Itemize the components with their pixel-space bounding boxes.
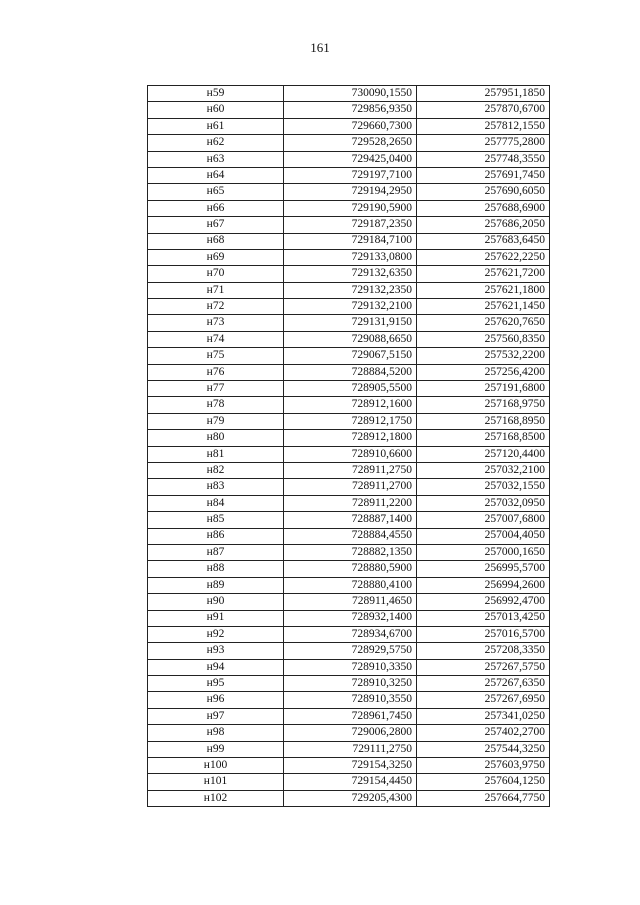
x-coordinate-cell: 728911,2200 xyxy=(284,495,417,511)
y-coordinate-cell: 257191,6800 xyxy=(417,381,550,397)
point-id-cell: н60 xyxy=(148,102,284,118)
table-row xyxy=(148,364,550,380)
table-row xyxy=(148,299,550,315)
table-row xyxy=(148,528,550,544)
table-row xyxy=(148,167,550,183)
x-coordinate-cell: 728910,3250 xyxy=(284,676,417,692)
x-coordinate-cell: 729425,0400 xyxy=(284,151,417,167)
point-id-cell: н96 xyxy=(148,692,284,708)
y-coordinate-cell: 257032,0950 xyxy=(417,495,550,511)
point-id-cell: н84 xyxy=(148,495,284,511)
table-row xyxy=(148,758,550,774)
table-row xyxy=(148,692,550,708)
y-coordinate-cell: 257621,1450 xyxy=(417,299,550,315)
point-id-cell: н87 xyxy=(148,544,284,560)
table-row xyxy=(148,594,550,610)
x-coordinate-cell: 729154,4450 xyxy=(284,774,417,790)
table-row xyxy=(148,413,550,429)
y-coordinate-cell: 257620,7650 xyxy=(417,315,550,331)
y-coordinate-cell: 257532,2200 xyxy=(417,348,550,364)
point-id-cell: н66 xyxy=(148,200,284,216)
x-coordinate-cell: 728887,1400 xyxy=(284,512,417,528)
y-coordinate-cell: 257341,0250 xyxy=(417,708,550,724)
x-coordinate-cell: 729132,2350 xyxy=(284,282,417,298)
y-coordinate-cell: 257256,4200 xyxy=(417,364,550,380)
point-id-cell: н80 xyxy=(148,430,284,446)
x-coordinate-cell: 729132,6350 xyxy=(284,266,417,282)
table-row xyxy=(148,217,550,233)
point-id-cell: н85 xyxy=(148,512,284,528)
point-id-cell: н71 xyxy=(148,282,284,298)
point-id-cell: н59 xyxy=(148,86,284,102)
table-row xyxy=(148,479,550,495)
point-id-cell: н69 xyxy=(148,249,284,265)
point-id-cell: н76 xyxy=(148,364,284,380)
x-coordinate-cell: 728912,1750 xyxy=(284,413,417,429)
y-coordinate-cell: 256994,2600 xyxy=(417,577,550,593)
x-coordinate-cell: 728929,5750 xyxy=(284,643,417,659)
table-row xyxy=(148,774,550,790)
point-id-cell: н90 xyxy=(148,594,284,610)
y-coordinate-cell: 257267,6350 xyxy=(417,676,550,692)
point-id-cell: н65 xyxy=(148,184,284,200)
x-coordinate-cell: 729660,7300 xyxy=(284,118,417,134)
x-coordinate-cell: 728910,6600 xyxy=(284,446,417,462)
x-coordinate-cell: 729197,7100 xyxy=(284,167,417,183)
table-row xyxy=(148,86,550,102)
x-coordinate-cell: 728912,1800 xyxy=(284,430,417,446)
y-coordinate-cell: 257688,6900 xyxy=(417,200,550,216)
point-id-cell: н92 xyxy=(148,626,284,642)
y-coordinate-cell: 257544,3250 xyxy=(417,741,550,757)
point-id-cell: н93 xyxy=(148,643,284,659)
point-id-cell: н99 xyxy=(148,741,284,757)
table-row xyxy=(148,577,550,593)
point-id-cell: н95 xyxy=(148,676,284,692)
point-id-cell: н100 xyxy=(148,758,284,774)
y-coordinate-cell: 257621,1800 xyxy=(417,282,550,298)
table-row xyxy=(148,708,550,724)
x-coordinate-cell: 728910,3550 xyxy=(284,692,417,708)
point-id-cell: н77 xyxy=(148,381,284,397)
y-coordinate-cell: 257691,7450 xyxy=(417,167,550,183)
table-row xyxy=(148,430,550,446)
point-id-cell: н79 xyxy=(148,413,284,429)
y-coordinate-cell: 257621,7200 xyxy=(417,266,550,282)
point-id-cell: н73 xyxy=(148,315,284,331)
y-coordinate-cell: 257683,6450 xyxy=(417,233,550,249)
table-row xyxy=(148,135,550,151)
point-id-cell: н78 xyxy=(148,397,284,413)
y-coordinate-cell: 257686,2050 xyxy=(417,217,550,233)
x-coordinate-cell: 728910,3350 xyxy=(284,659,417,675)
table-row xyxy=(148,151,550,167)
point-id-cell: н83 xyxy=(148,479,284,495)
y-coordinate-cell: 257032,2100 xyxy=(417,462,550,478)
y-coordinate-cell: 257603,9750 xyxy=(417,758,550,774)
x-coordinate-cell: 728911,4650 xyxy=(284,594,417,610)
point-id-cell: н88 xyxy=(148,561,284,577)
x-coordinate-cell: 728961,7450 xyxy=(284,708,417,724)
table-row xyxy=(148,561,550,577)
table-row xyxy=(148,381,550,397)
point-id-cell: н62 xyxy=(148,135,284,151)
table-row xyxy=(148,102,550,118)
y-coordinate-cell: 257870,6700 xyxy=(417,102,550,118)
point-id-cell: н82 xyxy=(148,462,284,478)
table-row xyxy=(148,676,550,692)
table-row xyxy=(148,610,550,626)
x-coordinate-cell: 729528,2650 xyxy=(284,135,417,151)
point-id-cell: н75 xyxy=(148,348,284,364)
x-coordinate-cell: 729131,9150 xyxy=(284,315,417,331)
point-id-cell: н70 xyxy=(148,266,284,282)
coordinates-table xyxy=(147,85,550,807)
x-coordinate-cell: 729006,2800 xyxy=(284,725,417,741)
table-row xyxy=(148,249,550,265)
y-coordinate-cell: 257208,3350 xyxy=(417,643,550,659)
y-coordinate-cell: 256995,5700 xyxy=(417,561,550,577)
table-row xyxy=(148,397,550,413)
table-row xyxy=(148,266,550,282)
coordinates-table-body xyxy=(148,86,550,807)
y-coordinate-cell: 257402,2700 xyxy=(417,725,550,741)
x-coordinate-cell: 729088,6650 xyxy=(284,331,417,347)
x-coordinate-cell: 728932,1400 xyxy=(284,610,417,626)
y-coordinate-cell: 257007,6800 xyxy=(417,512,550,528)
y-coordinate-cell: 257560,8350 xyxy=(417,331,550,347)
page-number: 161 xyxy=(310,40,330,55)
y-coordinate-cell: 257604,1250 xyxy=(417,774,550,790)
y-coordinate-cell: 257032,1550 xyxy=(417,479,550,495)
x-coordinate-cell: 728882,1350 xyxy=(284,544,417,560)
y-coordinate-cell: 257812,1550 xyxy=(417,118,550,134)
table-row xyxy=(148,643,550,659)
point-id-cell: н64 xyxy=(148,167,284,183)
y-coordinate-cell: 257267,5750 xyxy=(417,659,550,675)
y-coordinate-cell: 257168,8500 xyxy=(417,430,550,446)
x-coordinate-cell: 729205,4300 xyxy=(284,790,417,806)
y-coordinate-cell: 257775,2800 xyxy=(417,135,550,151)
point-id-cell: н102 xyxy=(148,790,284,806)
point-id-cell: н98 xyxy=(148,725,284,741)
y-coordinate-cell: 257120,4400 xyxy=(417,446,550,462)
table-row xyxy=(148,495,550,511)
y-coordinate-cell: 257267,6950 xyxy=(417,692,550,708)
point-id-cell: н91 xyxy=(148,610,284,626)
point-id-cell: н101 xyxy=(148,774,284,790)
point-id-cell: н61 xyxy=(148,118,284,134)
table-row xyxy=(148,331,550,347)
point-id-cell: н94 xyxy=(148,659,284,675)
y-coordinate-cell: 257664,7750 xyxy=(417,790,550,806)
table-row xyxy=(148,741,550,757)
table-row xyxy=(148,200,550,216)
x-coordinate-cell: 729132,2100 xyxy=(284,299,417,315)
point-id-cell: н74 xyxy=(148,331,284,347)
table-row xyxy=(148,725,550,741)
table-row xyxy=(148,348,550,364)
x-coordinate-cell: 730090,1550 xyxy=(284,86,417,102)
table-row xyxy=(148,544,550,560)
x-coordinate-cell: 729190,5900 xyxy=(284,200,417,216)
y-coordinate-cell: 257951,1850 xyxy=(417,86,550,102)
point-id-cell: н63 xyxy=(148,151,284,167)
point-id-cell: н68 xyxy=(148,233,284,249)
y-coordinate-cell: 257168,9750 xyxy=(417,397,550,413)
y-coordinate-cell: 257016,5700 xyxy=(417,626,550,642)
y-coordinate-cell: 257004,4050 xyxy=(417,528,550,544)
y-coordinate-cell: 257168,8950 xyxy=(417,413,550,429)
x-coordinate-cell: 729111,2750 xyxy=(284,741,417,757)
x-coordinate-cell: 728880,5900 xyxy=(284,561,417,577)
y-coordinate-cell: 257748,3550 xyxy=(417,151,550,167)
table-row xyxy=(148,233,550,249)
table-row xyxy=(148,118,550,134)
y-coordinate-cell: 257000,1650 xyxy=(417,544,550,560)
x-coordinate-cell: 729067,5150 xyxy=(284,348,417,364)
point-id-cell: н89 xyxy=(148,577,284,593)
x-coordinate-cell: 729856,9350 xyxy=(284,102,417,118)
x-coordinate-cell: 728884,5200 xyxy=(284,364,417,380)
x-coordinate-cell: 728911,2700 xyxy=(284,479,417,495)
table-row xyxy=(148,282,550,298)
x-coordinate-cell: 729133,0800 xyxy=(284,249,417,265)
table-row xyxy=(148,659,550,675)
table-row xyxy=(148,462,550,478)
x-coordinate-cell: 728912,1600 xyxy=(284,397,417,413)
x-coordinate-cell: 728880,4100 xyxy=(284,577,417,593)
x-coordinate-cell: 728905,5500 xyxy=(284,381,417,397)
table-row xyxy=(148,512,550,528)
x-coordinate-cell: 728911,2750 xyxy=(284,462,417,478)
x-coordinate-cell: 729184,7100 xyxy=(284,233,417,249)
point-id-cell: н67 xyxy=(148,217,284,233)
y-coordinate-cell: 256992,4700 xyxy=(417,594,550,610)
point-id-cell: н86 xyxy=(148,528,284,544)
table-row xyxy=(148,446,550,462)
x-coordinate-cell: 729194,2950 xyxy=(284,184,417,200)
table-row xyxy=(148,184,550,200)
x-coordinate-cell: 728934,6700 xyxy=(284,626,417,642)
table-row xyxy=(148,790,550,806)
y-coordinate-cell: 257622,2250 xyxy=(417,249,550,265)
point-id-cell: н97 xyxy=(148,708,284,724)
y-coordinate-cell: 257690,6050 xyxy=(417,184,550,200)
x-coordinate-cell: 729154,3250 xyxy=(284,758,417,774)
point-id-cell: н72 xyxy=(148,299,284,315)
table-row xyxy=(148,315,550,331)
x-coordinate-cell: 729187,2350 xyxy=(284,217,417,233)
point-id-cell: н81 xyxy=(148,446,284,462)
x-coordinate-cell: 728884,4550 xyxy=(284,528,417,544)
y-coordinate-cell: 257013,4250 xyxy=(417,610,550,626)
table-row xyxy=(148,626,550,642)
